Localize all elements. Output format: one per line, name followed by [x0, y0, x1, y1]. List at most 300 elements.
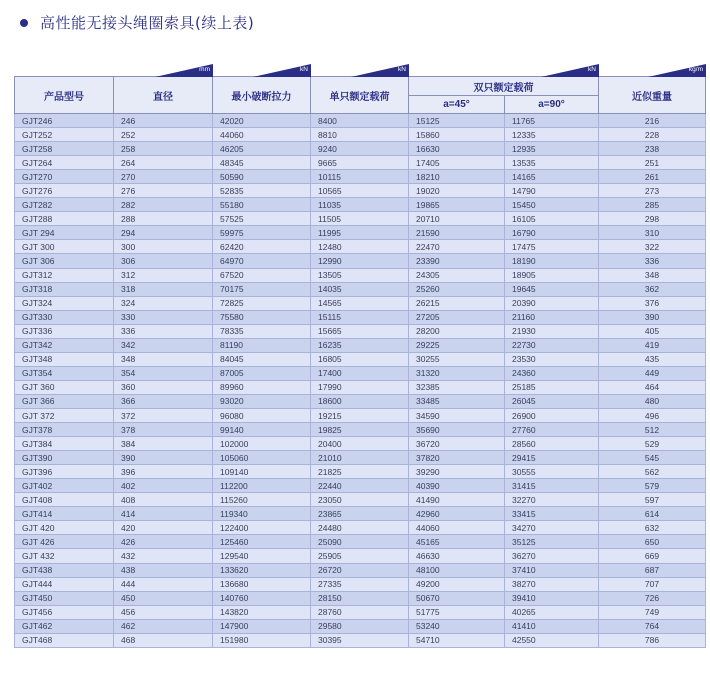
table-cell: 78335 — [213, 324, 311, 338]
header-single-load: kN 单只额定载荷 — [311, 77, 409, 114]
table-cell: 49200 — [409, 577, 505, 591]
table-cell: 35690 — [409, 423, 505, 437]
table-row — [15, 549, 706, 563]
table-cell: 28760 — [311, 605, 409, 619]
table-cell: 21825 — [311, 465, 409, 479]
table-cell: 32385 — [409, 380, 505, 394]
table-row — [15, 408, 706, 422]
table-cell: 21010 — [311, 451, 409, 465]
table-cell: 37820 — [409, 451, 505, 465]
table-cell: 21930 — [505, 324, 599, 338]
table-cell: GJT468 — [15, 633, 114, 647]
table-cell: 33485 — [409, 394, 505, 408]
table-cell: 449 — [599, 366, 706, 380]
table-cell: GJT402 — [15, 479, 114, 493]
table-cell: 13535 — [505, 156, 599, 170]
table-cell: 21160 — [505, 310, 599, 324]
table-cell: 687 — [599, 563, 706, 577]
table-cell: GJT 294 — [15, 226, 114, 240]
table-cell: 87005 — [213, 366, 311, 380]
table-cell: 216 — [599, 114, 706, 128]
table-row — [15, 142, 706, 156]
table-row — [15, 535, 706, 549]
table-cell: 62420 — [213, 240, 311, 254]
table-row — [15, 479, 706, 493]
header-single-load-unit: kN — [398, 66, 406, 73]
table-cell: 276 — [114, 184, 213, 198]
table-cell: 238 — [599, 142, 706, 156]
table-cell: 11035 — [311, 198, 409, 212]
table-cell: 562 — [599, 465, 706, 479]
table-cell: 23390 — [409, 254, 505, 268]
table-cell: 9240 — [311, 142, 409, 156]
table-cell: GJT288 — [15, 212, 114, 226]
table-cell: 414 — [114, 507, 213, 521]
header-diameter: mm 直径 — [114, 77, 213, 114]
table-cell: 384 — [114, 437, 213, 451]
table-row — [15, 366, 706, 380]
table-cell: 48345 — [213, 156, 311, 170]
table-cell: 12990 — [311, 254, 409, 268]
table-cell: 67520 — [213, 268, 311, 282]
table-cell: 545 — [599, 451, 706, 465]
table-cell: 30255 — [409, 352, 505, 366]
table-cell: GJT318 — [15, 282, 114, 296]
table-cell: 46630 — [409, 549, 505, 563]
table-cell: 432 — [114, 549, 213, 563]
table-cell: 31415 — [505, 479, 599, 493]
table-row — [15, 633, 706, 647]
table-cell: 312 — [114, 268, 213, 282]
table-row — [15, 451, 706, 465]
table-row — [15, 254, 706, 268]
table-cell: 26045 — [505, 394, 599, 408]
table-cell: 64970 — [213, 254, 311, 268]
table-cell: 12935 — [505, 142, 599, 156]
table-cell: GJT 426 — [15, 535, 114, 549]
table-cell: 45165 — [409, 535, 505, 549]
table-cell: 402 — [114, 479, 213, 493]
table-cell: 749 — [599, 605, 706, 619]
table-cell: 632 — [599, 521, 706, 535]
table-cell: 24480 — [311, 521, 409, 535]
table-cell: 23050 — [311, 493, 409, 507]
table-body — [15, 114, 706, 648]
table-cell: 16790 — [505, 226, 599, 240]
table-row — [15, 268, 706, 282]
table-cell: 15450 — [505, 198, 599, 212]
table-cell: 125460 — [213, 535, 311, 549]
table-cell: GJT444 — [15, 577, 114, 591]
table-cell: 8810 — [311, 128, 409, 142]
table-cell: 468 — [114, 633, 213, 647]
table-cell: GJT354 — [15, 366, 114, 380]
table-cell: 669 — [599, 549, 706, 563]
table-cell: 20400 — [311, 437, 409, 451]
table-cell: 14165 — [505, 170, 599, 184]
table-cell: GJT276 — [15, 184, 114, 198]
table-cell: 25260 — [409, 282, 505, 296]
table-cell: 28200 — [409, 324, 505, 338]
table-cell: 42960 — [409, 507, 505, 521]
table-cell: 33415 — [505, 507, 599, 521]
table-cell: 322 — [599, 240, 706, 254]
table-cell: GJT 432 — [15, 549, 114, 563]
header-diameter-unit: mm — [199, 66, 210, 73]
table-cell: 464 — [599, 380, 706, 394]
table-cell: 50590 — [213, 170, 311, 184]
table-cell: 26900 — [505, 408, 599, 422]
table-cell: 36270 — [505, 549, 599, 563]
table-cell: GJT342 — [15, 338, 114, 352]
header-model: 产品型号 — [15, 77, 114, 114]
table-cell: 19215 — [311, 408, 409, 422]
table-cell: 24305 — [409, 268, 505, 282]
table-cell: 70175 — [213, 282, 311, 296]
table-cell: 34270 — [505, 521, 599, 535]
table-cell: 264 — [114, 156, 213, 170]
table-cell: 462 — [114, 619, 213, 633]
table-cell: GJT270 — [15, 170, 114, 184]
table-row — [15, 437, 706, 451]
table-cell: GJT456 — [15, 605, 114, 619]
table-cell: 306 — [114, 254, 213, 268]
table-cell: 14790 — [505, 184, 599, 198]
table-cell: GJT378 — [15, 423, 114, 437]
table-cell: 444 — [114, 577, 213, 591]
table-cell: 18600 — [311, 394, 409, 408]
table-cell: 143820 — [213, 605, 311, 619]
table-cell: 140760 — [213, 591, 311, 605]
table-cell: 12335 — [505, 128, 599, 142]
table-cell: 16630 — [409, 142, 505, 156]
header-weight-unit: kg/m — [688, 66, 703, 73]
table-cell: 102000 — [213, 437, 311, 451]
table-cell: 42550 — [505, 633, 599, 647]
table-cell: 18210 — [409, 170, 505, 184]
table-row — [15, 128, 706, 142]
table-cell: 419 — [599, 338, 706, 352]
table-row — [15, 114, 706, 128]
table-cell: GJT408 — [15, 493, 114, 507]
table-cell: 23530 — [505, 352, 599, 366]
table-cell: 16235 — [311, 338, 409, 352]
table-cell: 31320 — [409, 366, 505, 380]
header-min-break: kN 最小破断拉力 — [213, 77, 311, 114]
table-cell: 57525 — [213, 212, 311, 226]
table-cell: 342 — [114, 338, 213, 352]
table-row — [15, 493, 706, 507]
table-cell: 35125 — [505, 535, 599, 549]
table-row — [15, 170, 706, 184]
table-cell: 44060 — [213, 128, 311, 142]
table-cell: 366 — [114, 394, 213, 408]
table-cell: 9665 — [311, 156, 409, 170]
table-cell: GJT 300 — [15, 240, 114, 254]
table-cell: 252 — [114, 128, 213, 142]
table-cell: 24360 — [505, 366, 599, 380]
table-row — [15, 423, 706, 437]
table-cell: 22730 — [505, 338, 599, 352]
table-cell: 37410 — [505, 563, 599, 577]
table-cell: 336 — [114, 324, 213, 338]
table-cell: 579 — [599, 479, 706, 493]
table-row — [15, 591, 706, 605]
table-cell: GJT 360 — [15, 380, 114, 394]
table-cell: 26215 — [409, 296, 505, 310]
rope-sling-table-wrapper — [14, 66, 706, 648]
table-cell: 300 — [114, 240, 213, 254]
table-cell: 96080 — [213, 408, 311, 422]
table-cell: 614 — [599, 507, 706, 521]
table-cell: GJT438 — [15, 563, 114, 577]
table-row — [15, 240, 706, 254]
table-row — [15, 198, 706, 212]
table-row — [15, 226, 706, 240]
table-cell: 20390 — [505, 296, 599, 310]
table-cell: 20710 — [409, 212, 505, 226]
table-cell: 25905 — [311, 549, 409, 563]
table-cell: 360 — [114, 380, 213, 394]
table-cell: 75580 — [213, 310, 311, 324]
table-cell: 650 — [599, 535, 706, 549]
table-cell: 18190 — [505, 254, 599, 268]
table-cell: 25090 — [311, 535, 409, 549]
table-cell: GJT396 — [15, 465, 114, 479]
table-cell: 147900 — [213, 619, 311, 633]
table-row — [15, 310, 706, 324]
table-cell: 390 — [599, 310, 706, 324]
table-cell: 480 — [599, 394, 706, 408]
table-cell: 11505 — [311, 212, 409, 226]
table-cell: 16805 — [311, 352, 409, 366]
table-cell: 21590 — [409, 226, 505, 240]
table-cell: 512 — [599, 423, 706, 437]
table-cell: GJT414 — [15, 507, 114, 521]
table-cell: 17400 — [311, 366, 409, 380]
table-row — [15, 338, 706, 352]
table-cell: 109140 — [213, 465, 311, 479]
table-cell: 251 — [599, 156, 706, 170]
table-cell: 50670 — [409, 591, 505, 605]
table-cell: 40390 — [409, 479, 505, 493]
table-cell: 52835 — [213, 184, 311, 198]
table-cell: 10565 — [311, 184, 409, 198]
table-cell: 11765 — [505, 114, 599, 128]
table-row — [15, 465, 706, 479]
table-cell: 378 — [114, 423, 213, 437]
table-cell: 318 — [114, 282, 213, 296]
table-cell: 13505 — [311, 268, 409, 282]
table-cell: GJT264 — [15, 156, 114, 170]
table-cell: 261 — [599, 170, 706, 184]
table-cell: 46205 — [213, 142, 311, 156]
table-cell: 27205 — [409, 310, 505, 324]
table-cell: 597 — [599, 493, 706, 507]
table-cell: 39410 — [505, 591, 599, 605]
table-cell: 28560 — [505, 437, 599, 451]
table-row — [15, 296, 706, 310]
table-cell: 450 — [114, 591, 213, 605]
table-cell: 12480 — [311, 240, 409, 254]
table-cell: 51775 — [409, 605, 505, 619]
table-cell: 26720 — [311, 563, 409, 577]
table-cell: 30555 — [505, 465, 599, 479]
table-cell: GJT348 — [15, 352, 114, 366]
table-cell: GJT336 — [15, 324, 114, 338]
table-cell: 99140 — [213, 423, 311, 437]
table-cell: 348 — [599, 268, 706, 282]
table-cell: GJT450 — [15, 591, 114, 605]
table-cell: 246 — [114, 114, 213, 128]
table-cell: 273 — [599, 184, 706, 198]
table-cell: 29225 — [409, 338, 505, 352]
table-cell: 285 — [599, 198, 706, 212]
table-row — [15, 521, 706, 535]
bullet-icon — [20, 19, 28, 27]
page-title — [20, 12, 254, 33]
header-min-break-unit: kN — [300, 66, 308, 73]
table-cell: 14035 — [311, 282, 409, 296]
table-cell: 420 — [114, 521, 213, 535]
table-cell: 362 — [599, 282, 706, 296]
table-cell: 336 — [599, 254, 706, 268]
table-cell: 310 — [599, 226, 706, 240]
table-row — [15, 507, 706, 521]
table-cell: 10115 — [311, 170, 409, 184]
rope-sling-table — [14, 66, 706, 648]
table-cell: 23865 — [311, 507, 409, 521]
header-double-load-unit: kN — [588, 66, 596, 73]
table-cell: 348 — [114, 352, 213, 366]
table-cell: 28150 — [311, 591, 409, 605]
table-cell: 27335 — [311, 577, 409, 591]
table-cell: 39290 — [409, 465, 505, 479]
table-cell: 29580 — [311, 619, 409, 633]
table-row — [15, 619, 706, 633]
table-cell: 456 — [114, 605, 213, 619]
table-cell: 324 — [114, 296, 213, 310]
table-cell: 105060 — [213, 451, 311, 465]
table-cell: 496 — [599, 408, 706, 422]
table-cell: 25185 — [505, 380, 599, 394]
table-cell: 15115 — [311, 310, 409, 324]
table-cell: 89960 — [213, 380, 311, 394]
table-cell: 81190 — [213, 338, 311, 352]
table-cell: 408 — [114, 493, 213, 507]
table-row — [15, 282, 706, 296]
table-cell: 38270 — [505, 577, 599, 591]
table-cell: 48100 — [409, 563, 505, 577]
table-cell: 298 — [599, 212, 706, 226]
table-cell: 372 — [114, 408, 213, 422]
table-cell: 27760 — [505, 423, 599, 437]
table-cell: 44060 — [409, 521, 505, 535]
table-cell: 36720 — [409, 437, 505, 451]
header-angle-90: a=90° — [505, 96, 599, 114]
table-cell: GJT 366 — [15, 394, 114, 408]
header-double-load: kN 双只额定载荷 — [409, 77, 599, 96]
table-cell: GJT 306 — [15, 254, 114, 268]
table-cell: GJT252 — [15, 128, 114, 142]
table-cell: GJT246 — [15, 114, 114, 128]
table-cell: 707 — [599, 577, 706, 591]
table-cell: GJT324 — [15, 296, 114, 310]
table-cell: 53240 — [409, 619, 505, 633]
table-cell: GJT390 — [15, 451, 114, 465]
table-cell: 41490 — [409, 493, 505, 507]
table-cell: GJT 420 — [15, 521, 114, 535]
table-cell: 29415 — [505, 451, 599, 465]
table-cell: 16105 — [505, 212, 599, 226]
table-cell: 136680 — [213, 577, 311, 591]
table-cell: 14565 — [311, 296, 409, 310]
table-cell: 354 — [114, 366, 213, 380]
table-cell: 40265 — [505, 605, 599, 619]
table-cell: 282 — [114, 198, 213, 212]
table-cell: 55180 — [213, 198, 311, 212]
table-cell: 288 — [114, 212, 213, 226]
table-cell: GJT462 — [15, 619, 114, 633]
header-weight: kg/m 近似重量 — [599, 77, 706, 114]
table-cell: 59975 — [213, 226, 311, 240]
table-row — [15, 212, 706, 226]
table-cell: 258 — [114, 142, 213, 156]
table-cell: 115260 — [213, 493, 311, 507]
table-cell: 151980 — [213, 633, 311, 647]
table-cell: 270 — [114, 170, 213, 184]
table-cell: 22470 — [409, 240, 505, 254]
table-cell: 19825 — [311, 423, 409, 437]
table-cell: 112200 — [213, 479, 311, 493]
table-row — [15, 577, 706, 591]
table-cell: 529 — [599, 437, 706, 451]
header-angle-45: a=45° — [409, 96, 505, 114]
table-cell: GJT 372 — [15, 408, 114, 422]
table-cell: 42020 — [213, 114, 311, 128]
table-cell: 426 — [114, 535, 213, 549]
table-cell: 435 — [599, 352, 706, 366]
table-cell: GJT384 — [15, 437, 114, 451]
table-cell: 18905 — [505, 268, 599, 282]
table-cell: 17990 — [311, 380, 409, 394]
table-cell: 438 — [114, 563, 213, 577]
table-cell: 15665 — [311, 324, 409, 338]
table-row — [15, 394, 706, 408]
table-cell: 294 — [114, 226, 213, 240]
table-row — [15, 605, 706, 619]
table-row — [15, 324, 706, 338]
table-cell: 129540 — [213, 549, 311, 563]
table-cell: 54710 — [409, 633, 505, 647]
table-cell: 376 — [599, 296, 706, 310]
table-cell: 30395 — [311, 633, 409, 647]
table-cell: 8400 — [311, 114, 409, 128]
table-cell: 15125 — [409, 114, 505, 128]
table-cell: 764 — [599, 619, 706, 633]
table-cell: 41410 — [505, 619, 599, 633]
table-cell: GJT312 — [15, 268, 114, 282]
table-cell: 11995 — [311, 226, 409, 240]
table-cell: 93020 — [213, 394, 311, 408]
table-cell: 228 — [599, 128, 706, 142]
table-cell: 19645 — [505, 282, 599, 296]
table-cell: 405 — [599, 324, 706, 338]
table-cell: 19020 — [409, 184, 505, 198]
table-cell: 726 — [599, 591, 706, 605]
table-row — [15, 156, 706, 170]
table-row — [15, 184, 706, 198]
